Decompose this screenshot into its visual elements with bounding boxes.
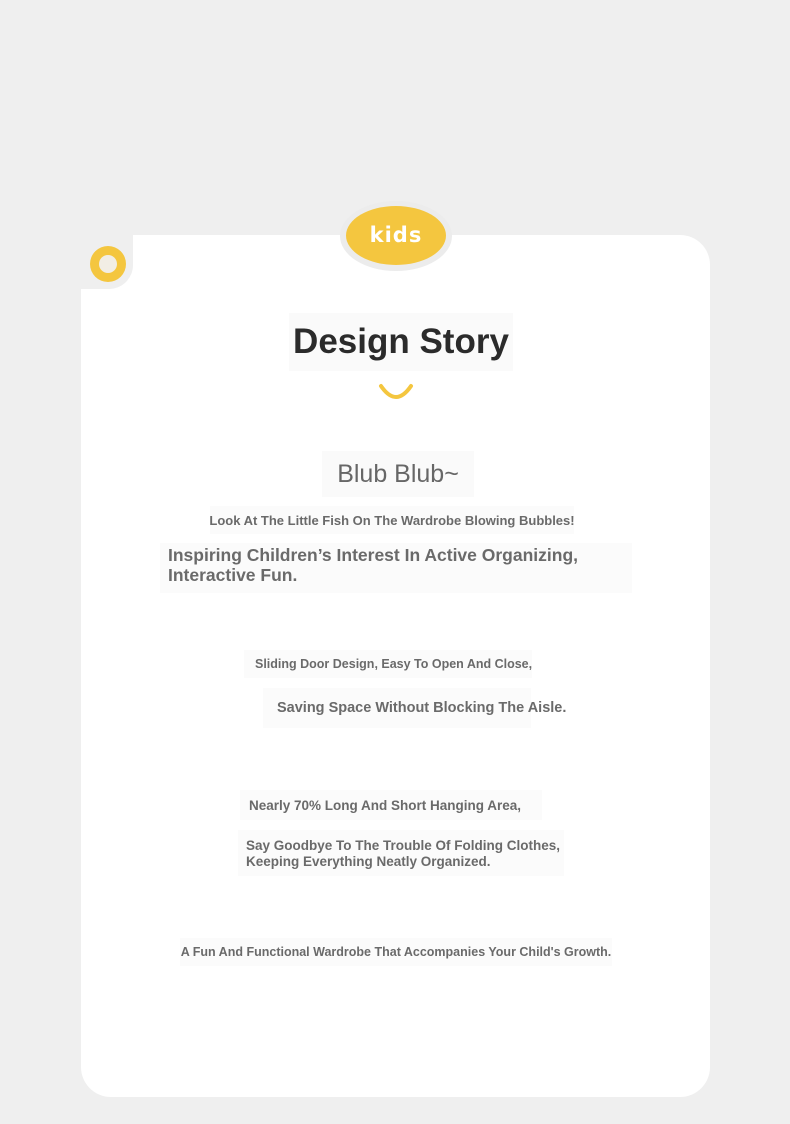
saving-space-text: Saving Space Without Blocking The Aisle.: [263, 688, 531, 728]
smile-icon: [378, 378, 414, 404]
inspiring-line-1: Inspiring Children’s Interest In Active Organizing,: [168, 545, 579, 565]
closing-text: A Fun And Functional Wardrobe That Accompanies Your Child's Growth.: [180, 938, 612, 966]
inspiring-text: [160, 543, 632, 593]
ring-hole: [99, 255, 117, 273]
goodbye-line-1: Say Goodbye To The Trouble Of Folding Clothes,: [246, 838, 561, 853]
inspiring-line-2: Interactive Fun.: [168, 565, 298, 585]
section-heading: Blub Blub~: [322, 451, 474, 497]
goodbye-line-2: Keeping Everything Neatly Organized.: [246, 854, 491, 869]
folding-clothes-text: [238, 830, 564, 876]
ring-icon: [90, 246, 126, 282]
page-title: Design Story: [289, 313, 513, 371]
sliding-door-text: Sliding Door Design, Easy To Open And Close,: [244, 650, 532, 678]
logo-text: kids: [369, 222, 423, 247]
kids-logo-icon: [346, 206, 446, 265]
fish-bubbles-text: Look At The Little Fish On The Wardrobe Blowing Bubbles!: [210, 506, 574, 534]
hanging-area-text: Nearly 70% Long And Short Hanging Area,: [240, 790, 542, 820]
